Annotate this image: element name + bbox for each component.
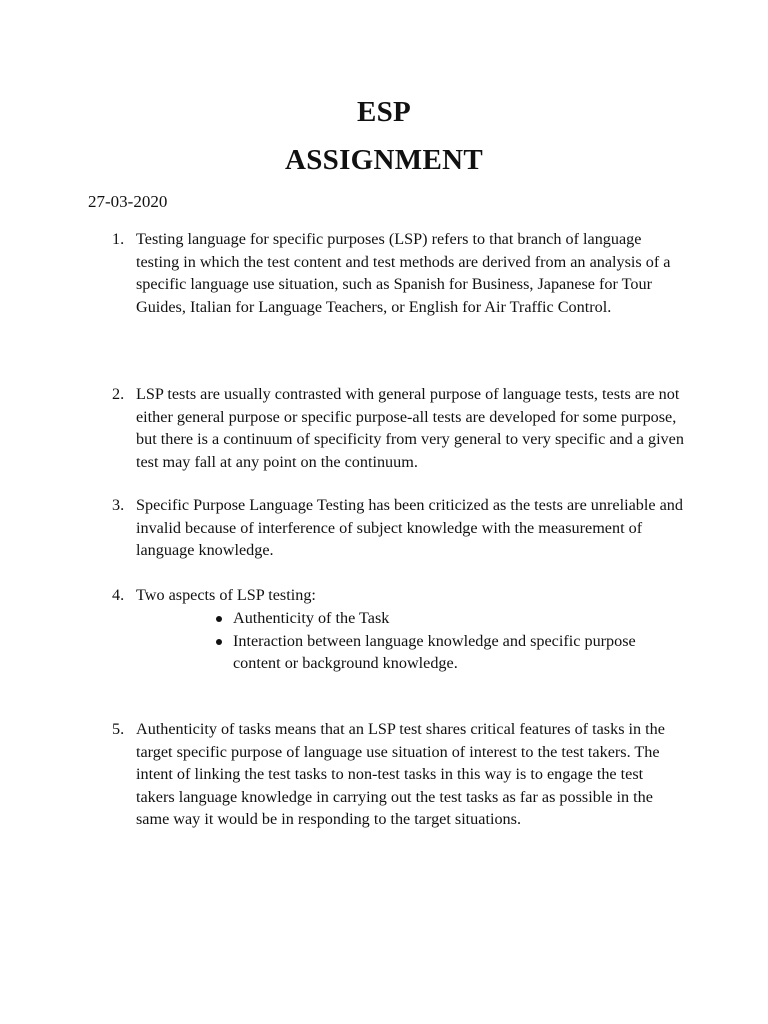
title-assignment: ASSIGNMENT (285, 144, 483, 176)
title-esp: ESP (356, 96, 412, 128)
list-item-number: 3. (112, 496, 125, 514)
bullet-item-text: Interaction between language knowledge and specific purpose content or background knowledge. (233, 631, 636, 672)
list-item-text: Specific Purpose Language Testing has been criticized as the tests are unreliable and invalid because of interference of subject knowledge with the measurement of language knowledge. (136, 496, 683, 559)
list-item-number: 5. (112, 720, 125, 738)
list-item-text: Authenticity of tasks means that an LSP test shares critical features of tasks in the target specific purpose of language use situation of interest to the test takers. The intent of linking the test tasks to non-test tasks in this way is to engage the test takers language knowledge in carrying out the test tasks as far as possible in the same way it would be in responding to the target situations. (136, 720, 665, 828)
list-item-number: 1. (112, 230, 125, 248)
list-item-number: 4. (112, 586, 125, 604)
bullet-item (212, 630, 682, 675)
list-item-text: Testing language for specific purposes (LSP) refers to that branch of language testing in which the test content and test methods are derived from an analysis of a specific language use situation, such as Spanish for Business, Japanese for Tour Guides, Italian for Language Teachers, or English for Air Traffic Control. (136, 230, 671, 316)
list-item-text: Two aspects of LSP testing: (136, 586, 316, 604)
bullet-dot-icon (216, 616, 222, 622)
assignment-date: 27-03-2020 (88, 192, 168, 211)
list-item (112, 718, 684, 831)
list-item (112, 584, 684, 607)
bullet-list (212, 607, 682, 675)
list-item (112, 383, 684, 473)
list-item (112, 228, 684, 318)
bullet-item-text: Authenticity of the Task (233, 609, 390, 627)
list-item-text: LSP tests are usually contrasted with general purpose of language tests, tests are not either general purpose or specific purpose-all tests are developed for some purpose, but there is a continuum of specificity from very general to very specific and a given test may fall at any point on the continuum. (136, 385, 684, 471)
list-item (112, 494, 684, 562)
bullet-item (212, 607, 682, 630)
bullet-dot-icon (216, 639, 222, 645)
list-item-number: 2. (112, 385, 125, 403)
